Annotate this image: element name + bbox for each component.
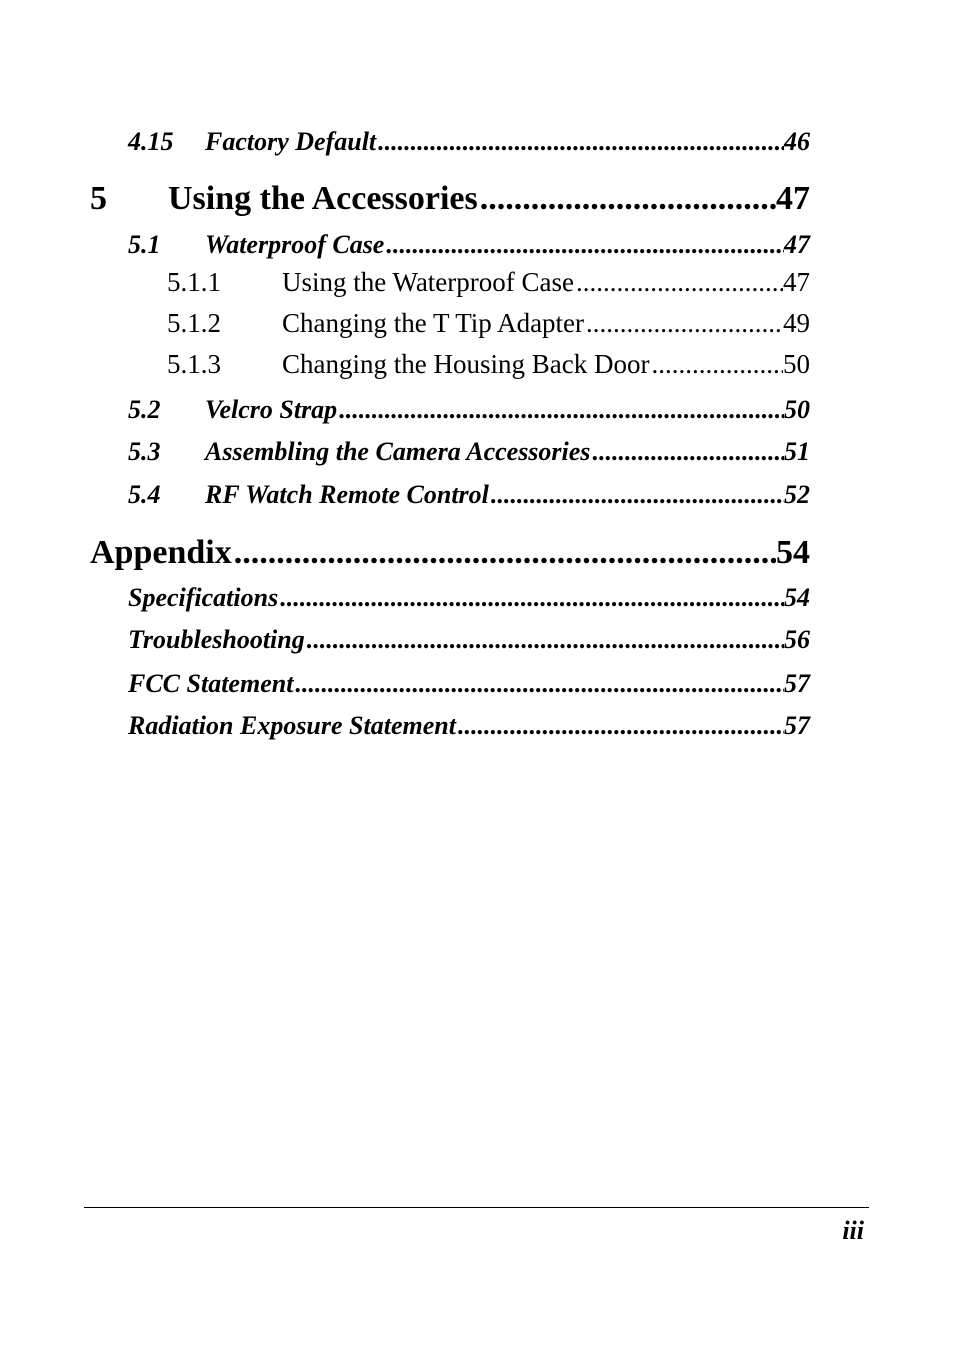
toc-entry-page: 57 bbox=[784, 669, 810, 698]
footer-divider bbox=[84, 1207, 869, 1208]
toc-entry-number: 5.1.1 bbox=[167, 267, 221, 297]
toc-entry-number: 5 bbox=[90, 180, 107, 217]
toc-entry-title: Waterproof Case bbox=[205, 230, 385, 259]
toc-dot-leader bbox=[574, 267, 783, 298]
toc-dot-leader bbox=[376, 127, 784, 157]
toc-entry-5-1-1[interactable] bbox=[167, 267, 810, 298]
toc-dot-leader bbox=[305, 625, 784, 655]
toc-entry-title: Velcro Strap bbox=[205, 395, 338, 424]
toc-dot-leader bbox=[489, 480, 784, 510]
toc-entry-page: 56 bbox=[784, 625, 810, 654]
toc-dot-leader bbox=[649, 349, 783, 380]
toc-entry-page: 54 bbox=[776, 534, 810, 571]
toc-entry-title: Troubleshooting bbox=[128, 625, 305, 654]
toc-entry-title: Assembling the Camera Accessories bbox=[205, 437, 591, 466]
toc-entry-number: 5.3 bbox=[128, 437, 161, 466]
toc-entry-5-1-2[interactable] bbox=[167, 308, 810, 339]
toc-entry-specifications[interactable] bbox=[128, 583, 810, 613]
toc-entry-title: Factory Default bbox=[205, 127, 377, 156]
toc-entry-page: 57 bbox=[784, 711, 810, 740]
toc-dot-leader bbox=[278, 583, 784, 613]
toc-entry-number: 5.1 bbox=[128, 230, 161, 259]
toc-entry-number: 5.1.3 bbox=[167, 349, 221, 379]
toc-entry-page: 52 bbox=[784, 480, 810, 509]
toc-dot-leader bbox=[384, 230, 784, 260]
toc-dot-leader bbox=[590, 437, 784, 467]
toc-chapter-5[interactable] bbox=[90, 180, 810, 218]
toc-entry-page: 50 bbox=[783, 349, 810, 379]
toc-dot-leader bbox=[337, 395, 784, 425]
toc-entry-title: RF Watch Remote Control bbox=[205, 480, 489, 509]
toc-entry-troubleshooting[interactable] bbox=[128, 625, 810, 655]
toc-entry-fcc-statement[interactable] bbox=[128, 669, 810, 699]
footer-page-number: iii bbox=[842, 1216, 864, 1245]
toc-dot-leader bbox=[456, 711, 784, 741]
toc-entry-page: 46 bbox=[784, 127, 810, 156]
toc-entry-5-1[interactable] bbox=[128, 230, 810, 260]
toc-entry-number: 5.2 bbox=[128, 395, 161, 424]
toc-entry-number: 4.15 bbox=[128, 127, 174, 156]
toc-dot-leader bbox=[478, 180, 776, 218]
toc-chapter-appendix[interactable] bbox=[90, 534, 810, 572]
toc-entry-5-3[interactable] bbox=[128, 437, 810, 467]
toc-entry-number: 5.4 bbox=[128, 480, 161, 509]
toc-entry-page: 47 bbox=[776, 180, 810, 217]
toc-dot-leader bbox=[584, 308, 783, 339]
toc-dot-leader bbox=[293, 669, 784, 699]
toc-entry-page: 54 bbox=[784, 583, 810, 612]
toc-entry-title: Appendix bbox=[90, 534, 232, 571]
toc-entry-5-1-3[interactable] bbox=[167, 349, 810, 380]
toc-entry-title: Using the Waterproof Case bbox=[282, 267, 575, 297]
toc-entry-title: Changing the Housing Back Door bbox=[282, 349, 650, 379]
toc-entry-number: 5.1.2 bbox=[167, 308, 221, 338]
toc-entry-page: 50 bbox=[784, 395, 810, 424]
toc-entry-radiation-exposure-statement[interactable] bbox=[128, 711, 810, 741]
toc-entry-4-15[interactable] bbox=[128, 127, 810, 157]
toc-entry-page: 49 bbox=[783, 308, 810, 338]
toc-entry-title: FCC Statement bbox=[128, 669, 294, 698]
toc-entry-page: 47 bbox=[783, 267, 810, 297]
toc-entry-title: Using the Accessories bbox=[168, 180, 478, 217]
toc-dot-leader bbox=[232, 534, 776, 572]
toc-entry-page: 51 bbox=[784, 437, 810, 466]
toc-entry-title: Radiation Exposure Statement bbox=[128, 711, 456, 740]
toc-entry-page: 47 bbox=[784, 230, 810, 259]
toc-entry-5-4[interactable] bbox=[128, 480, 810, 510]
toc-entry-title: Changing the T Tip Adapter bbox=[282, 308, 585, 338]
toc-entry-5-2[interactable] bbox=[128, 395, 810, 425]
toc-entry-title: Specifications bbox=[128, 583, 279, 612]
